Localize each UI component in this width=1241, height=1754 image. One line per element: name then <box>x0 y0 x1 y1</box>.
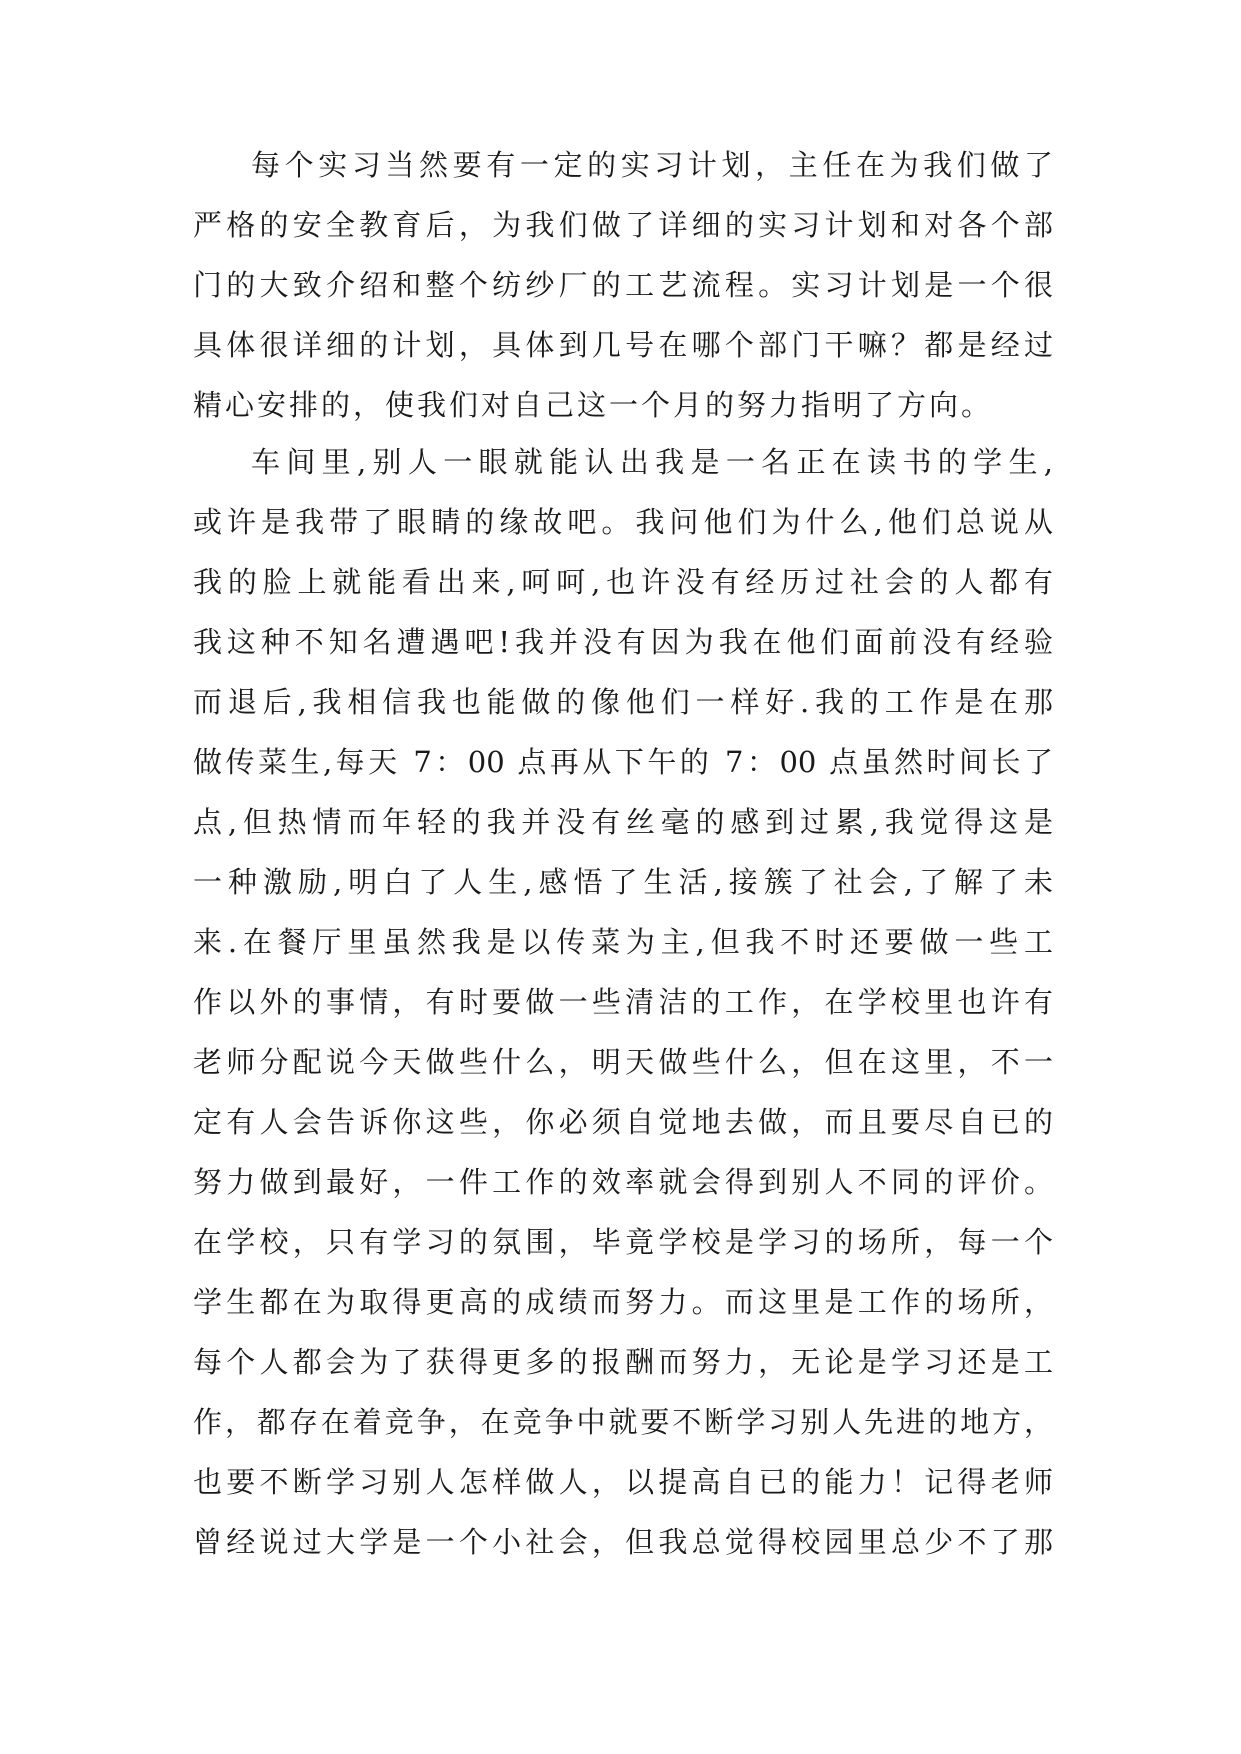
paragraph-line: 每个人都会为了获得更多的报酬而努力，无论是学习还是工 <box>193 1345 1053 1379</box>
paragraph-line: 门的大致介绍和整个纺纱厂的工艺流程。实习计划是一个很 <box>193 268 1053 302</box>
paragraph-line: 学生都在为取得更高的成绩而努力。而这里是工作的场所， <box>193 1285 1053 1319</box>
paragraph-line: 在学校，只有学习的氛围，毕竟学校是学习的场所，每一个 <box>193 1225 1053 1259</box>
paragraph-1 <box>193 135 1053 435</box>
paragraph-line: 作以外的事情，有时要做一些清洁的工作，在学校里也许有 <box>193 985 1053 1019</box>
paragraph-line: 我的脸上就能看出来,呵呵,也许没有经历过社会的人都有 <box>193 565 1053 599</box>
paragraph-line: 或许是我带了眼睛的缘故吧。我问他们为什么,他们总说从 <box>193 505 1053 539</box>
paragraph-line: 具体很详细的计划，具体到几号在哪个部门干嘛？都是经过 <box>193 328 1053 362</box>
paragraph-line: 来.在餐厅里虽然我是以传菜为主,但我不时还要做一些工 <box>193 925 1053 959</box>
paragraph-line: 每个实习当然要有一定的实习计划，主任在为我们做了 <box>251 148 1053 182</box>
paragraph-line: 车间里,别人一眼就能认出我是一名正在读书的学生, <box>251 445 1053 479</box>
paragraph-line: 而退后,我相信我也能做的像他们一样好.我的工作是在那 <box>193 685 1053 719</box>
paragraph-line: 精心安排的，使我们对自己这一个月的努力指明了方向。 <box>193 388 994 422</box>
paragraph-line: 严格的安全教育后，为我们做了详细的实习计划和对各个部 <box>193 208 1053 242</box>
paragraph-2 <box>193 432 1053 1572</box>
paragraph-line: 也要不断学习别人怎样做人，以提高自已的能力！记得老师 <box>193 1465 1053 1499</box>
paragraph-line: 作，都存在着竞争，在竞争中就要不断学习别人先进的地方， <box>193 1405 1053 1439</box>
paragraph-line: 我这种不知名遭遇吧!我并没有因为我在他们面前没有经验 <box>193 625 1053 659</box>
paragraph-line: 老师分配说今天做些什么，明天做些什么，但在这里，不一 <box>193 1045 1053 1079</box>
paragraph-line: 一种激励,明白了人生,感悟了生活,接簇了社会,了解了未 <box>193 865 1053 899</box>
paragraph-line: 曾经说过大学是一个小社会，但我总觉得校园里总少不了那 <box>193 1525 1053 1559</box>
paragraph-line: 点,但热情而年轻的我并没有丝毫的感到过累,我觉得这是 <box>193 805 1053 839</box>
paragraph-line: 定有人会告诉你这些，你必须自觉地去做，而且要尽自已的 <box>193 1105 1053 1139</box>
paragraph-line: 做传菜生,每天 7：00 点再从下午的 7：00 点虽然时间长了 <box>193 745 1053 779</box>
paragraph-line: 努力做到最好，一件工作的效率就会得到别人不同的评价。 <box>193 1165 1053 1199</box>
